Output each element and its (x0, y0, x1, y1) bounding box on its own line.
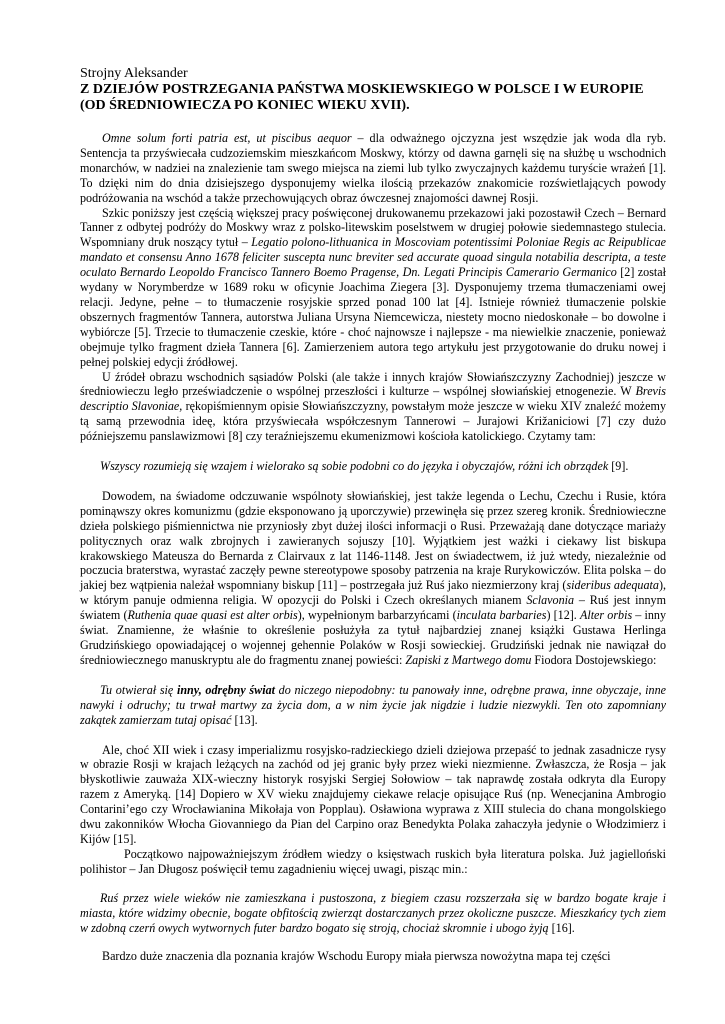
paragraph-3: U źródeł obrazu wschodnich sąsiadów Polski (ale także i innych krajów Słowiańszczyzny Zachodniej) jeszcze w średniowieczu legło przeświadczenie o wspólnej przeszłości i kulturze – wspólnej słowiańskiej etnogenezie. W Brevis descriptio Slavoniae, rękopiśmiennym opisie Słowiańszczyzny, powstałym może jeszcze w wieku XIV znaleźć możemy tą samą przewodnia ideę, która przyświecała współczesnym Tannerowi – Jurajowi Križaniciowi [7] czy dużo późniejszemu panslawizmowi [8] czy teraźniejszemu ekumenizmowi kościoła katolickiego. Czytamy tam: (80, 369, 666, 444)
paragraph-2: Szkic poniższy jest częścią większej pracy poświęconej drukowanemu przekazowi jaki pozostawił Czech – Bernard Tanner z odbytej podróży do Moskwy wraz z polsko-litewskim poselstwem w drugiej połowie siedemnastego stulecia. Wspomniany druk noszący tytuł – Legatio polono-lithuanica in Moscoviam potentissimi Poloniae Regis ac Reipublicae mandato et consensu Anno 1678 feliciter suscepta nunc breviter sed accurate quoad singula notabilia descripta, a teste oculato Bernardo Leopoldo Francisco Tannero Boemo Pragense, Dn. Legati Principis Camerario Germanico [2] został wydany w Norymberdze w 1689 roku w oficynie Joachima Ziegera [3]. Dysponujemy trzema tłumaczeniami owej relacji. Jedyne, pełne – to tłumaczenie rosyjskie sprzed ponad 100 lat [4]. Istnieje również tłumaczenie polskie obszernych fragmentów Tannera, autorstwa Juliana Ursyna Niemcewicza, niestety mocno niedoskonałe – bo dowolne i wybiórcze [5]. Trzecie to tłumaczenie czeskie, które - choć najnowsze i najlepsze - ma niewielkie znaczenie, ponieważ obejmuje tylko fragment dzieła Tannera [6]. Zamierzeniem autora tego artykułu jest przygotowanie do druku nowej i pełnej polskiej edycji źródłowej. (80, 205, 667, 369)
spacer (80, 444, 666, 459)
spacer (80, 935, 666, 949)
paragraph-7: Bardzo duże znaczenia dla poznania krajów Wschodu Europy miała pierwsza nowożytna mapa tej części (102, 949, 611, 964)
spacer (80, 728, 666, 743)
quote-2: Tu otwierał się inny, odrębny świat do niczego niepodobny: tu panowały inne, odrębne prawa, inne obyczaje, inne nawyki i odruchy; tu trwał martwy za życia dom, a w nim życie jak nigdzie i ludzie niezwykli. Ten oto zapomniany zakątek zamierzam tutaj opisać [13]. (80, 682, 666, 727)
spacer (80, 877, 666, 891)
author-name: Strojny Aleksander (80, 66, 188, 81)
paragraph-1: Omne solum forti patria est, ut piscibus aequor – dla odważnego ojczyzna jest wszędzie jak woda dla ryb. Sentencja ta przyświecała cudzoziemskim mieszkańcom Moskwy, którzy od dawna garnęli się na służbę u wschodnich monarchów, w nadziei na znalezienie tam swego miejsca na ziemi lub tylko zwyczajnych każdemu turyście wrażeń [1]. To dzięki nim do dnia dzisiejszego dysponujemy wielka ilością przekazów znakomicie rozświetlających powody podróżowania na wschód a także przechowujących obraz ówczesnej znajomości dawnej Rosji. (80, 131, 666, 205)
paragraph-5: Ale, choć XII wiek i czasy imperializmu rosyjsko-radzieckiego dzieli dziejowa przepaść to jednak zasadnicze rysy w obrazie Rosji w krajach leżących na zachód od jej granic były przez wieki niezmienne. Zwłaszcza, że Rosja – jak błyskotliwie zauważa XIX-wieczny historyk rosyjski Sergiej Sołowiow – tak naprawdę została odkryta dla Europy razem z Ameryką. [14] Dopiero w XV wieku znajdujemy ciekawe relacje opisujące Ruś (np. Wenecjanina Ambrogio Contarini’ego czy Wrocławianina Mikołaja von Popplau). Osławiona wyprawa z XIII stulecia do chana mongolskiego dwu zakonników Włocha Giovanniego da Pian del Carpino oraz Benedykta Polaka zahaczyła jedynie o Włodzimierz i Kijów [15]. (80, 742, 666, 846)
quote-1: Wszyscy rozumieją się wzajem i wielorako są sobie podobni co do języka i obyczajów, różni ich obrządek [9]. (100, 459, 629, 474)
spacer (80, 474, 666, 489)
quote-3: Ruś przez wiele wieków nie zamieszkana i pustoszona, z biegiem czasu rozszerzała się w bardzo bogate kraje i miasta, które widzimy obecnie, bogate obfitością zwierząt dostarczanych przez okoliczne puszcze. Mieszkańcy tych ziem w zdobną czerń owych wytwornych futer bardzo bogato się stroją, chociaż skromnie i ubogo żyją [16]. (80, 890, 666, 935)
paragraph-4: Dowodem, na świadome odczuwanie wspólnoty słowiańskiej, jest także legenda o Lechu, Czechu i Rusie, która pominąwszy okres komunizmu (gdzie eksponowano ją uporczywie) przewinęła się przez szereg kronik. Średniowieczne dzieła polskiego piśmiennictwa nie przyniosły zbyt dużej ilości informacji o Rusi. Przeważają dane dotyczące mariaży politycznych oraz walk zbrojnych i zawieranych sojuszy [10]. Wyjątkiem jest ważki i ciekawy list biskupa krakowskiego Mateusza do Bernarda z Clairvaux z lat 1146-1148. Jest on świadectwem, iż już wtedy, niezależnie od poczucia braterstwa, wyrastać zaczęły pewne stereotypowe sposoby patrzenia na kraje Rurykowiczów. Elita polska – do jakiej bez wątpienia należał wspomniany biskup [11] – postrzegała już Ruś jako niezmierzony kraj (sideribus adequata), w którym panuje odmienna religia. W opozycji do Polski i Czech określanych mianem Sclavonia – Ruś jest innym światem (Ruthenia quae quasi est alter orbis), wypełnionym barbarzyńcami (inculata barbaries) [12]. Alter orbis – inny świat. Znamienne, że właśnie to określenie posłużyła za tytuł najbardziej znanej książki Gustawa Herlinga Grudzińskiego opowiadającej o wojennej gehennie Polaków w Rosji sowieckiej. Grudziński jednak nie nawiązał do średniowiecznego manuskryptu ale do fragmentu znanej powieści: Zapiski z Martwego domu Fiodora Dostojewskiego: (80, 488, 666, 667)
spacer (80, 668, 666, 683)
article-title: Z DZIEJÓW POSTRZEGANIA PAŃSTWA MOSKIEWSKIEGO W POLSCE I W EUROPIE (OD ŚREDNIOWIECZA PO KONIEC WIEKU XVII). (80, 82, 644, 113)
paragraph-6: Początkowo najpoważniejszym źródłem wiedzy o księstwach ruskich była literatura polska. Już jagielloński polihistor – Jan Długosz poświęcił temu zagadnieniu więcej uwagi, pisząc min.: (80, 846, 666, 876)
latin-sentence: Omne solum forti patria est, ut piscibus aequor (102, 131, 352, 145)
document-page (80, 66, 666, 964)
latin-book-title: Legatio polono-lithuanica in Moscoviam potentissimi Poloniae Regis ac Reipublicae mandato et consensu Anno 1678 feliciter suscepta nunc breviter sed accurate quoad singula notabilia descripta, a teste oculato Bernardo Leopoldo Francisco Tannero Boemo Pragense, Dn. Legati Principis Camerario Germanico (80, 235, 667, 280)
